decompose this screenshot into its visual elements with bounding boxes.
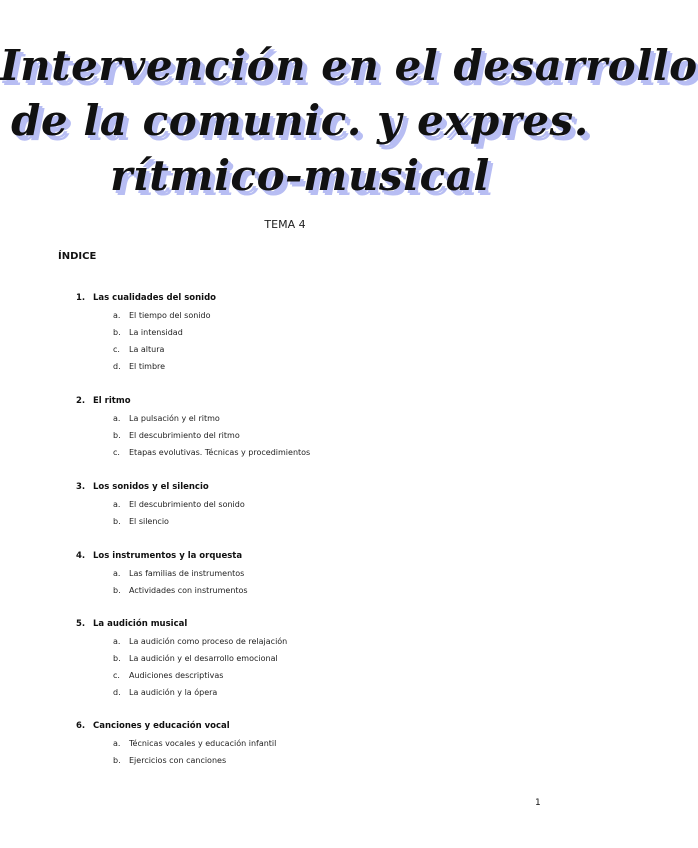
title-line-2: de la comunic. y expres. bbox=[11, 96, 589, 145]
section-number: 1. bbox=[76, 293, 86, 303]
subsection-item bbox=[113, 431, 240, 440]
section-title bbox=[76, 482, 209, 492]
subsection-item bbox=[113, 345, 164, 354]
subsection-letter: b. bbox=[113, 431, 121, 440]
title-line-3: rítmico-musical bbox=[110, 151, 490, 200]
section-label: Las cualidades del sonido bbox=[93, 293, 217, 303]
subsection-text: Ejercicios con canciones bbox=[129, 756, 227, 765]
subsection-text: La pulsación y el ritmo bbox=[129, 414, 220, 423]
subsection-letter: a. bbox=[113, 569, 121, 578]
subsection-item bbox=[113, 688, 217, 697]
subsection-item bbox=[113, 448, 310, 457]
subsection-text: Técnicas vocales y educación infantil bbox=[129, 739, 277, 748]
subsection-item bbox=[113, 739, 276, 748]
subsection-letter: d. bbox=[113, 688, 121, 697]
subsection-item bbox=[113, 311, 211, 320]
subsection-letter: a. bbox=[113, 414, 121, 423]
subsection-letter: b. bbox=[113, 517, 121, 526]
subsection-item bbox=[113, 362, 165, 371]
title-line-1: Intervención en el desarrollo bbox=[0, 41, 698, 90]
section-title bbox=[76, 293, 216, 303]
section-title bbox=[76, 619, 187, 629]
subsection-text: Actividades con instrumentos bbox=[129, 586, 248, 595]
subsection-text: La audición como proceso de relajación bbox=[129, 637, 288, 646]
document-title bbox=[0, 38, 698, 203]
subsection-letter: b. bbox=[113, 654, 121, 663]
section-label: El ritmo bbox=[93, 396, 131, 406]
index-heading: ÍNDICE bbox=[58, 251, 97, 262]
subsection-letter: c. bbox=[113, 448, 120, 457]
subsection-letter: a. bbox=[113, 500, 121, 509]
section-number: 2. bbox=[76, 396, 86, 406]
subsection-text: La altura bbox=[129, 345, 165, 354]
section-title bbox=[76, 396, 131, 406]
subsection-letter: a. bbox=[113, 637, 121, 646]
subsection-letter: c. bbox=[113, 671, 120, 680]
subsection-text: El timbre bbox=[129, 362, 166, 371]
subsection-letter: d. bbox=[113, 362, 121, 371]
subsection-text: El tiempo del sonido bbox=[129, 311, 211, 320]
subsection-letter: a. bbox=[113, 739, 121, 748]
subsection-letter: c. bbox=[113, 345, 120, 354]
subsection-item bbox=[113, 586, 248, 595]
topic-subtitle: TEMA 4 bbox=[264, 218, 306, 231]
section-number: 5. bbox=[76, 619, 86, 629]
subsection-item bbox=[113, 328, 183, 337]
section-label: Los instrumentos y la orquesta bbox=[93, 551, 243, 561]
page-number: 1 bbox=[535, 798, 541, 808]
subsection-text: Audiciones descriptivas bbox=[129, 671, 224, 680]
subsection-letter: b. bbox=[113, 328, 121, 337]
subsection-text: La intensidad bbox=[129, 328, 183, 337]
section-title bbox=[76, 721, 230, 731]
subsection-letter: b. bbox=[113, 756, 121, 765]
section-number: 6. bbox=[76, 721, 86, 731]
subsection-item bbox=[113, 414, 220, 423]
subsection-text: Etapas evolutivas. Técnicas y procedimientos bbox=[129, 448, 311, 457]
subsection-text: El silencio bbox=[129, 517, 169, 526]
subsection-letter: b. bbox=[113, 586, 121, 595]
subsection-text: El descubrimiento del sonido bbox=[129, 500, 245, 509]
section-title bbox=[76, 551, 242, 561]
section-number: 4. bbox=[76, 551, 86, 561]
section-number: 3. bbox=[76, 482, 86, 492]
subsection-item bbox=[113, 637, 287, 646]
subsection-text: La audición y el desarrollo emocional bbox=[129, 654, 278, 663]
section-label: La audición musical bbox=[93, 619, 188, 629]
subsection-text: Las familias de instrumentos bbox=[129, 569, 245, 578]
subsection-item bbox=[113, 654, 278, 663]
subsection-letter: a. bbox=[113, 311, 121, 320]
subsection-text: La audición y la ópera bbox=[129, 688, 218, 697]
subsection-item bbox=[113, 671, 223, 680]
subsection-item bbox=[113, 569, 244, 578]
subsection-item bbox=[113, 517, 169, 526]
subsection-text: El descubrimiento del ritmo bbox=[129, 431, 240, 440]
subsection-item bbox=[113, 500, 245, 509]
subsection-item bbox=[113, 756, 226, 765]
section-label: Los sonidos y el silencio bbox=[93, 482, 209, 492]
section-label: Canciones y educación vocal bbox=[93, 721, 230, 731]
